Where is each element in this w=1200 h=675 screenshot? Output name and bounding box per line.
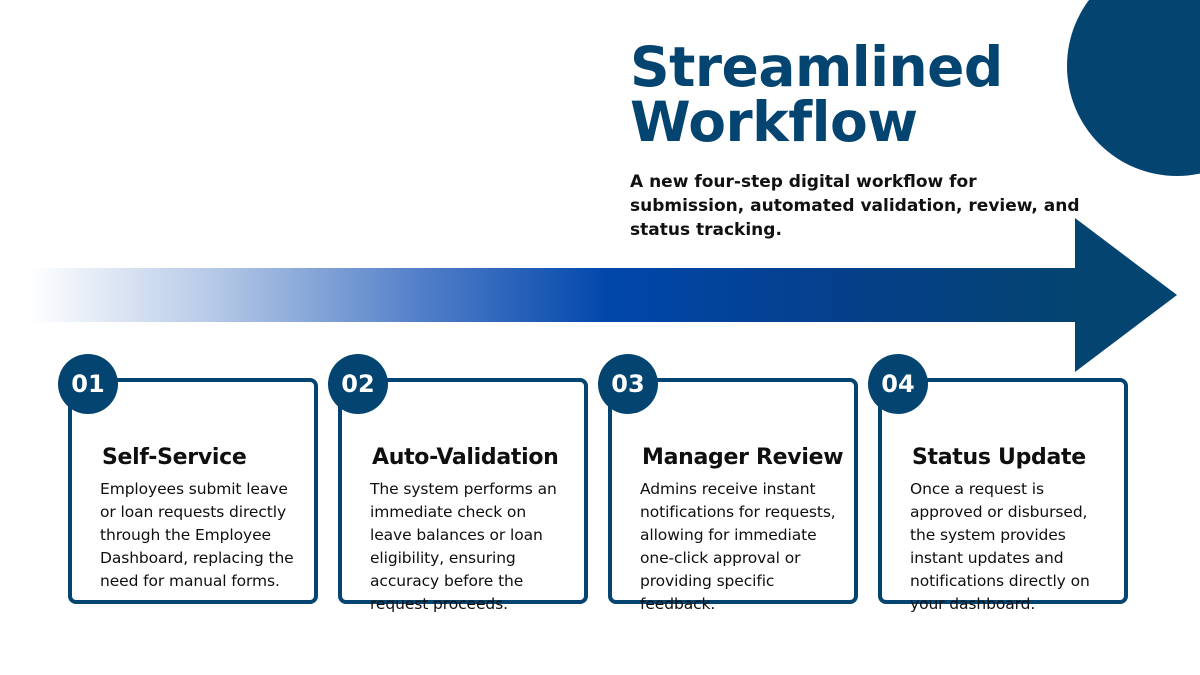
step-description bbox=[100, 478, 326, 593]
desc-line: or loan requests directly bbox=[100, 503, 287, 521]
step-card bbox=[608, 378, 858, 613]
step-title: Auto-Validation bbox=[372, 445, 559, 470]
desc-line: your dashboard. bbox=[910, 595, 1036, 613]
desc-line: eligibility, ensuring bbox=[370, 549, 516, 567]
step-title: Status Update bbox=[912, 445, 1086, 470]
step-number-badge: 02 bbox=[328, 354, 388, 414]
step-number-badge: 04 bbox=[868, 354, 928, 414]
step-2 bbox=[328, 354, 588, 614]
step-4 bbox=[868, 354, 1128, 614]
page-title bbox=[630, 35, 1003, 154]
desc-line: notifications for requests, bbox=[640, 503, 836, 521]
desc-line: providing specific bbox=[640, 572, 775, 590]
desc-line: Employees submit leave bbox=[100, 480, 288, 498]
step-card bbox=[338, 378, 588, 613]
desc-line: feedback. bbox=[640, 595, 716, 613]
desc-line: accuracy before the bbox=[370, 572, 524, 590]
desc-line: one-click approval or bbox=[640, 549, 801, 567]
step-1 bbox=[58, 354, 318, 614]
step-card bbox=[878, 378, 1128, 613]
desc-line: The system performs an bbox=[370, 480, 557, 498]
step-description bbox=[370, 478, 596, 616]
desc-line: immediate check on bbox=[370, 503, 527, 521]
arrow-head bbox=[1075, 218, 1177, 372]
desc-line: through the Employee bbox=[100, 526, 271, 544]
step-3 bbox=[598, 354, 858, 614]
step-description bbox=[910, 478, 1136, 616]
desc-line: need for manual forms. bbox=[100, 572, 280, 590]
step-title: Manager Review bbox=[642, 445, 844, 470]
step-number-badge: 03 bbox=[598, 354, 658, 414]
desc-line: Dashboard, replacing the bbox=[100, 549, 294, 567]
title-line-2: Workflow bbox=[630, 90, 918, 154]
subtitle-line-2: submission, automated validation, review, and bbox=[630, 196, 1080, 216]
desc-line: approved or disbursed, bbox=[910, 503, 1088, 521]
desc-line: the system provides bbox=[910, 526, 1066, 544]
step-title: Self-Service bbox=[102, 445, 247, 470]
desc-line: Once a request is bbox=[910, 480, 1044, 498]
progress-arrow bbox=[0, 215, 1200, 375]
subtitle-line-3: status tracking. bbox=[630, 220, 782, 240]
arrow-shaft bbox=[30, 268, 1080, 322]
step-number-badge: 01 bbox=[58, 354, 118, 414]
subtitle-line-1: A new four-step digital workflow for bbox=[630, 172, 977, 192]
decorative-corner-circle bbox=[1067, 0, 1200, 176]
title-line-1: Streamlined bbox=[630, 35, 1003, 99]
desc-line: notifications directly on bbox=[910, 572, 1090, 590]
desc-line: instant updates and bbox=[910, 549, 1064, 567]
step-description bbox=[640, 478, 866, 616]
desc-line: allowing for immediate bbox=[640, 526, 817, 544]
desc-line: leave balances or loan bbox=[370, 526, 543, 544]
desc-line: request proceeds. bbox=[370, 595, 508, 613]
desc-line: Admins receive instant bbox=[640, 480, 816, 498]
step-card bbox=[68, 378, 318, 604]
